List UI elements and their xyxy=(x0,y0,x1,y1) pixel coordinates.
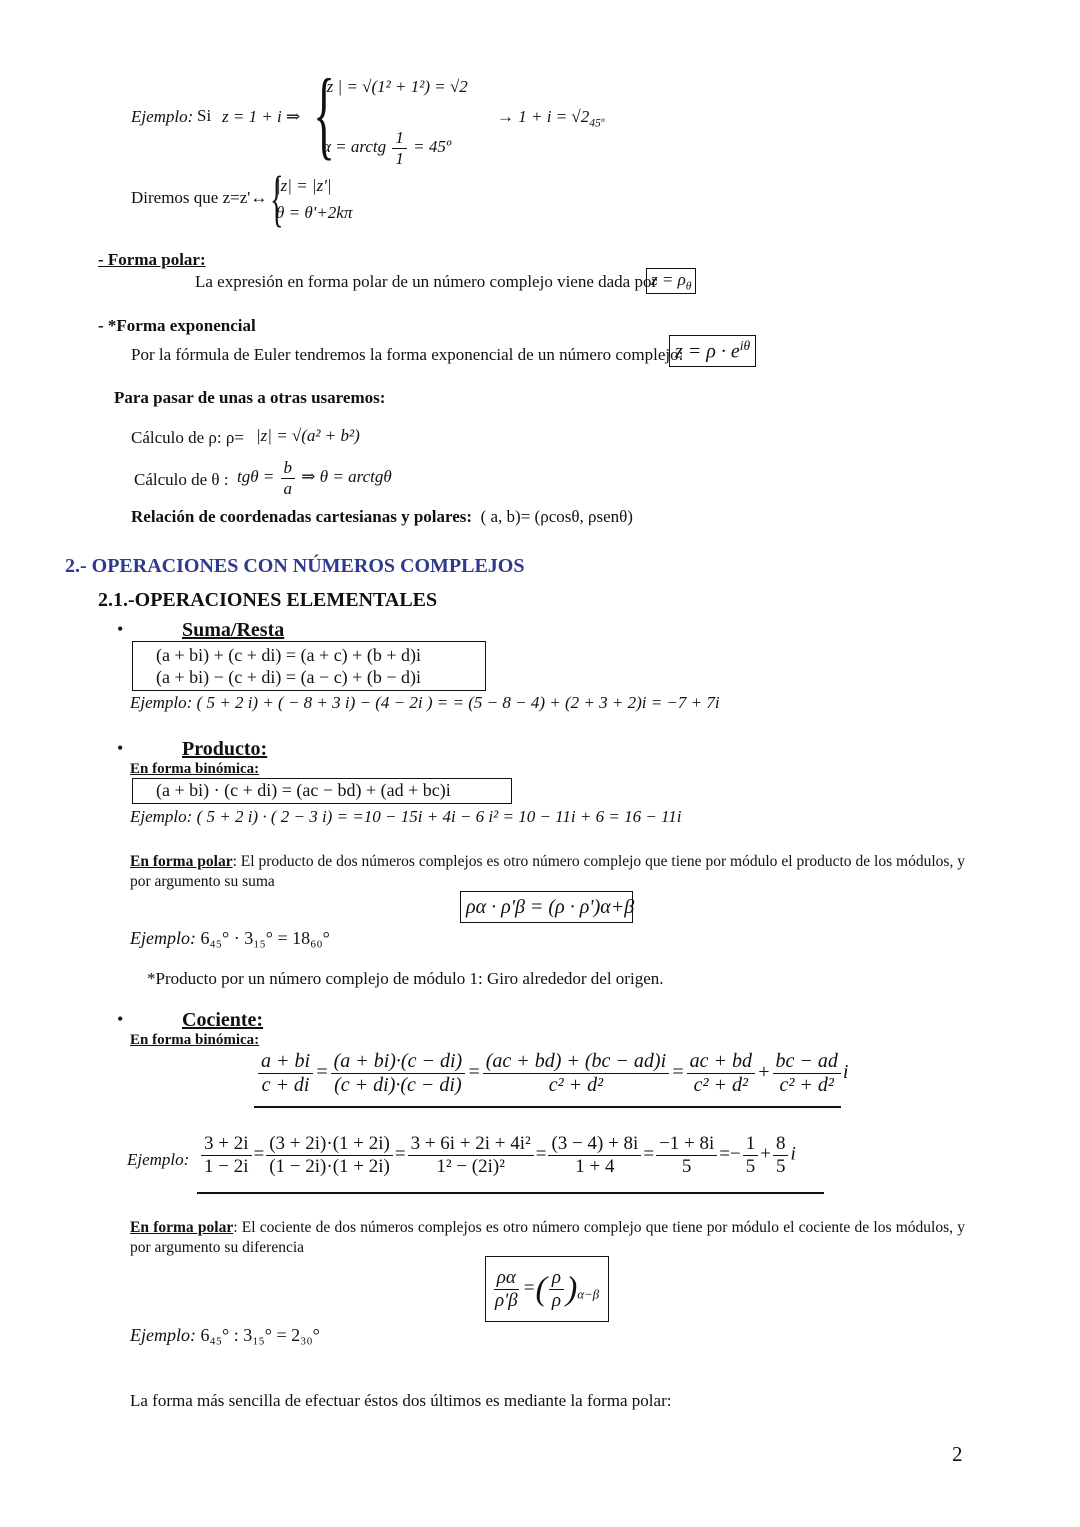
modulus-line: |z | = √(1² + 1²) = √2 xyxy=(322,77,468,96)
exponential-formula-sup: iθ xyxy=(739,338,751,353)
exponential-form-formula xyxy=(669,335,756,367)
polar-form-title: - Forma polar: xyxy=(98,250,206,269)
relation-label: Relación de coordenadas cartesianas y polares: xyxy=(131,507,473,526)
product-note: *Producto por un número complejo de módulo 1: Giro alrededor del origen. xyxy=(147,969,664,988)
quotient-den-1: c + di xyxy=(261,1074,310,1096)
conversion-title: Para pasar de unas a otras usaremos: xyxy=(114,388,386,407)
page-number: 2 xyxy=(952,1442,963,1466)
relation-formula: ( a, b)= (ρcosθ, ρsenθ) xyxy=(480,507,633,526)
theta-numerator: b xyxy=(281,458,296,479)
alpha-prefix: α = arctg xyxy=(322,136,387,156)
product-formula: (a + bi) · (c + di) = (ac − bd) + (ad + bc)i xyxy=(156,780,451,800)
quotient-title: Cociente: xyxy=(182,1009,264,1031)
sum-line-2: (a + bi) − (c + di) = (a − c) + (b − d)i xyxy=(156,667,421,687)
alpha-result: = 45º xyxy=(413,136,452,156)
product-polar-example-label: Ejemplo: xyxy=(130,928,196,948)
quotient-example-label: Ejemplo: xyxy=(127,1150,190,1169)
polar-formula-text: z = ρ xyxy=(651,270,686,289)
quotient-num-2: (a + bi)·(c − di) xyxy=(331,1050,466,1074)
alpha-line xyxy=(322,128,451,168)
product-polar-label: En forma polar xyxy=(130,853,233,870)
product-polar-formula: ρα · ρ'β = (ρ · ρ')α+β xyxy=(460,891,633,923)
quotient-example: $\frac{3 + 2i}{1 - 2i}$ = $\frac{(3 + 2i)\cdot(1 + 2i)}{(1 - 2i)\cdot(1 + 2i)}$ = $\frac{\text{3 + 6i + 2i + 4i²}}{\text{1² − (2i)²}}$ = $\frac{(3 - 4) + 8i}{1 + 4}$ = $\frac{-1 + 8i}{5}$ =− $\frac{1}{5}$ + $\frac{8}{5}$ i xyxy=(199,1133,796,1178)
example-num-2: (3 + 2i)·(1 + 2i) xyxy=(266,1133,393,1156)
product-polar-text: : El producto de dos números complejos es otro número complejo que tiene por módulo el producto de los módulos, y por argumento su suma xyxy=(130,853,965,890)
arrow-result-text: → 1 + i = √2 xyxy=(497,107,590,126)
closing-text: La forma más sencilla de efectuar éstos dos últimos es mediante la forma polar: xyxy=(130,1391,672,1410)
theta-prefix: tgθ = xyxy=(237,466,275,486)
section-title: 2.- OPERACIONES CON NÚMEROS COMPLEJOS xyxy=(65,555,525,577)
quotient-polar-num: ρα xyxy=(494,1267,519,1290)
example-den-4: 1 + 4 xyxy=(575,1155,615,1177)
quotient-polar-example-value: 6₄₅° : 3₁₅° = 2₃₀° xyxy=(200,1325,320,1345)
product-bullet: • xyxy=(117,738,124,758)
quotient-num-5: bc − ad xyxy=(773,1050,841,1074)
product-binomial-label: En forma binómica: xyxy=(130,761,260,777)
example-den-2: (1 − 2i)·(1 + 2i) xyxy=(269,1155,390,1177)
product-polar-example xyxy=(130,928,330,949)
exponential-form-title: - *Forma exponencial xyxy=(98,316,256,335)
quotient-num-1: a + bi xyxy=(258,1050,313,1074)
sum-bullet: • xyxy=(117,619,124,639)
quotient-den-4: c² + d² xyxy=(693,1074,749,1096)
subsection-title: 2.1.-OPERACIONES ELEMENTALES xyxy=(98,589,438,611)
relation-line xyxy=(131,507,633,527)
condition-brace-icon: { xyxy=(270,165,284,233)
quotient-polar-paragraph xyxy=(130,1218,965,1258)
example-den-1: 1 − 2i xyxy=(204,1155,249,1177)
quotient-polar-rhs-den: ρ xyxy=(551,1289,561,1311)
quotient-num-3: (ac + bd) + (bc − ad)i xyxy=(483,1050,669,1074)
quotient-binomial-label: En forma binómica: xyxy=(130,1032,260,1048)
quotient-formula-underline xyxy=(254,1106,841,1108)
alpha-numerator: 1 xyxy=(392,128,407,149)
example-num-4: (3 − 4) + 8i xyxy=(548,1133,641,1156)
quotient-polar-text: : El cociente de dos números complejos es otro número complejo que tiene por módulo el cociente de los módulos, y por argumento su diferencia xyxy=(130,1219,965,1256)
example-den-6: 5 xyxy=(745,1155,756,1177)
polar-form-text: La expresión en forma polar de un número complejo viene dada por xyxy=(195,272,658,291)
quotient-formula: $\frac{a + bi}{c + di}$ = $\frac{(a + bi)\cdot(c - di)}{(c + di)\cdot(c - di)}$ = $\frac{(ac + bd) + (bc - ad)i}{\text{c² + d²}}$ = $\frac{ac + bd}{\text{c² + d²}}$ + $\frac{bc - ad}{\text{c² + d²}}$ i xyxy=(256,1050,848,1097)
theta-label: Cálculo de θ : xyxy=(134,470,229,489)
sum-line-1: (a + bi) + (c + di) = (a + c) + (b + d)i xyxy=(156,645,421,665)
example-den-7: 5 xyxy=(775,1155,786,1177)
arrow-result-sub: 45º xyxy=(589,116,605,130)
system-brace-icon: { xyxy=(313,58,335,169)
theta-formula xyxy=(237,458,392,498)
exponential-form-text: Por la fórmula de Euler tendremos la forma exponencial de un número complejo: xyxy=(131,345,684,364)
quotient-example-underline xyxy=(197,1192,824,1194)
quotient-bullet: • xyxy=(117,1009,124,1029)
product-polar-example-value: 6₄₅° · 3₁₅° = 18₆₀° xyxy=(200,928,330,948)
sum-title: Suma/Resta xyxy=(182,619,285,641)
quotient-polar-label: En forma polar xyxy=(130,1219,234,1236)
example-den-5: 5 xyxy=(681,1155,692,1177)
polar-form-formula xyxy=(646,268,696,294)
example-num-3: 3 + 6i + 2i + 4i² xyxy=(408,1133,534,1156)
quotient-polar-den: ρ'β xyxy=(495,1289,518,1311)
example-num-5: −1 + 8i xyxy=(656,1133,717,1156)
condition-angle: θ = θ'+2kπ xyxy=(276,203,353,222)
product-example: Ejemplo: ( 5 + 2 i) · ( 2 − 3 i) = =10 − 15i + 4i − 6 i² = 10 − 11i + 6 = 16 − 11i xyxy=(130,807,682,826)
quotient-polar-sub: α−β xyxy=(577,1286,600,1302)
z-definition: z = 1 + i ⇒ xyxy=(222,107,301,126)
example-label: Ejemplo: xyxy=(131,107,194,126)
quotient-den-2: (c + di)·(c − di) xyxy=(334,1074,462,1096)
quotient-num-4: ac + bd xyxy=(687,1050,755,1074)
alpha-denominator: 1 xyxy=(395,148,404,168)
product-title: Producto: xyxy=(182,738,268,760)
sum-example: Ejemplo: ( 5 + 2 i) + ( − 8 + 3 i) − (4 − 2i ) = = (5 − 8 − 4) + (2 + 3 + 2)i = −7 + 7i xyxy=(130,693,720,712)
theta-denominator: a xyxy=(283,478,293,498)
si-word: Si xyxy=(197,106,212,125)
diremos-text: Diremos que z=z'↔ xyxy=(131,188,268,207)
example-num-6: 1 xyxy=(743,1133,759,1156)
example-den-3: 1² − (2i)² xyxy=(436,1155,505,1177)
product-polar-paragraph xyxy=(130,852,965,892)
quotient-den-3: c² + d² xyxy=(548,1074,604,1096)
quotient-polar-formula: $\frac{\rho\alpha}{\rho'\beta}$ =( $\frac{\rho}{\rho}$ )$_{\alpha-\beta}$ xyxy=(485,1256,609,1322)
quotient-polar-rhs-num: ρ xyxy=(549,1267,564,1290)
quotient-polar-example-label: Ejemplo: xyxy=(130,1325,196,1345)
rho-formula: |z| = √(a² + b²) xyxy=(256,426,360,445)
rho-label: Cálculo de ρ: ρ= xyxy=(131,428,244,447)
example-num-7: 8 xyxy=(773,1133,789,1156)
condition-modulus: |z| = |z'| xyxy=(276,176,332,195)
quotient-den-5: c² + d² xyxy=(779,1074,834,1096)
polar-formula-sub: θ xyxy=(685,279,692,293)
arrow-result xyxy=(497,107,604,129)
exponential-formula-text: z = ρ · e xyxy=(675,340,740,363)
theta-result: ⇒ θ = arctgθ xyxy=(301,466,392,486)
example-num-1: 3 + 2i xyxy=(201,1133,252,1156)
quotient-polar-example xyxy=(130,1325,320,1346)
